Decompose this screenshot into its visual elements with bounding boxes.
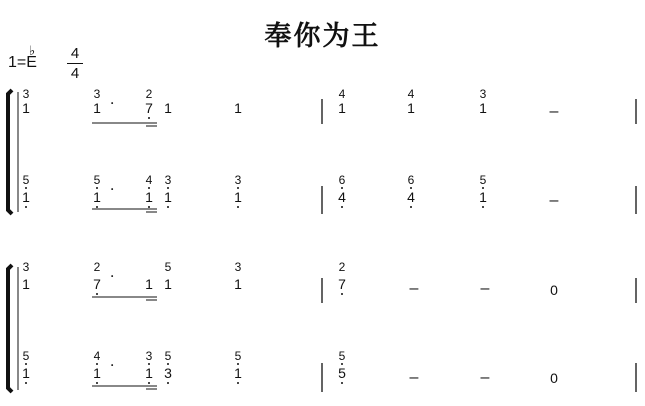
key-tonic: 1 bbox=[8, 54, 17, 71]
dash-symbol: – bbox=[480, 369, 490, 386]
note-digit: 1 bbox=[164, 100, 172, 116]
note-digit: 1 bbox=[145, 276, 153, 292]
note-digit: 1 bbox=[93, 100, 101, 116]
octave-dot bbox=[341, 206, 343, 208]
note-digit: 5 bbox=[234, 349, 242, 363]
octave-dot bbox=[237, 206, 239, 208]
note-digit: 4 bbox=[407, 87, 415, 101]
note-digit: 4 bbox=[338, 87, 346, 101]
note-digit: 2 bbox=[93, 260, 101, 274]
augmentation-dot: ． bbox=[110, 353, 124, 369]
note-digit: 1 bbox=[164, 276, 172, 292]
note-digit: 1 bbox=[479, 189, 487, 205]
note-digit: 3 bbox=[93, 87, 101, 101]
octave-dot bbox=[167, 206, 169, 208]
octave-dot bbox=[237, 382, 239, 384]
note-digit: 2 bbox=[338, 260, 346, 274]
note-digit: 7 bbox=[145, 100, 153, 116]
note-digit: 1 bbox=[234, 189, 242, 205]
note-digit: 3 bbox=[234, 173, 242, 187]
octave-dot bbox=[96, 206, 98, 208]
octave-dot bbox=[148, 382, 150, 384]
note-digit: 4 bbox=[338, 189, 346, 205]
octave-dot bbox=[341, 293, 343, 295]
note-digit: 5 bbox=[164, 260, 172, 274]
note-digit: 3 bbox=[164, 173, 172, 187]
dash-symbol: – bbox=[409, 280, 419, 297]
note-digit: 1 bbox=[234, 365, 242, 381]
flat-symbol: ♭ bbox=[29, 43, 36, 58]
augmentation-dot: ． bbox=[110, 177, 124, 193]
note-digit: 1 bbox=[407, 100, 415, 116]
note-digit: 3 bbox=[234, 260, 242, 274]
octave-dot bbox=[410, 206, 412, 208]
rest-symbol: 0 bbox=[550, 370, 558, 386]
note-digit: 1 bbox=[22, 189, 30, 205]
note-digit: 2 bbox=[145, 87, 153, 101]
score-title: 奉你为王 bbox=[264, 21, 381, 52]
octave-dot bbox=[148, 206, 150, 208]
note-digit: 3 bbox=[22, 260, 30, 274]
time-bottom: 4 bbox=[70, 65, 80, 83]
note-digit: 3 bbox=[479, 87, 487, 101]
system-bracket-2 bbox=[8, 265, 12, 392]
note-digit: 5 bbox=[338, 365, 346, 381]
note-digit: 4 bbox=[145, 173, 153, 187]
system-bracket-1 bbox=[8, 90, 12, 214]
note-digit: 3 bbox=[145, 349, 153, 363]
note-digit: 1 bbox=[22, 100, 30, 116]
note-digit: 1 bbox=[93, 189, 101, 205]
note-digit: 1 bbox=[22, 365, 30, 381]
dash-symbol: – bbox=[549, 103, 559, 120]
dash-symbol: – bbox=[549, 192, 559, 209]
note-digit: 1 bbox=[22, 276, 30, 292]
note-digit: 3 bbox=[22, 87, 30, 101]
note-digit: 5 bbox=[164, 349, 172, 363]
note-digit: 1 bbox=[145, 189, 153, 205]
rest-symbol: 0 bbox=[550, 282, 558, 298]
octave-dot bbox=[167, 382, 169, 384]
key-note: E bbox=[26, 54, 37, 71]
note-digit: 5 bbox=[93, 173, 101, 187]
note-digit: 5 bbox=[22, 173, 30, 187]
note-digit: 6 bbox=[407, 173, 415, 187]
note-digit: 1 bbox=[338, 100, 346, 116]
note-digit: 1 bbox=[145, 365, 153, 381]
note-digit: 6 bbox=[338, 173, 346, 187]
note-digit: 5 bbox=[22, 349, 30, 363]
note-digit: 1 bbox=[93, 365, 101, 381]
octave-dot bbox=[96, 382, 98, 384]
note-digit: 7 bbox=[93, 276, 101, 292]
note-digit: 7 bbox=[338, 276, 346, 292]
note-digit: 5 bbox=[338, 349, 346, 363]
key-eq: = bbox=[16, 54, 27, 71]
note-digit: 4 bbox=[93, 349, 101, 363]
note-digit: 4 bbox=[407, 189, 415, 205]
octave-dot bbox=[25, 382, 27, 384]
dash-symbol: – bbox=[409, 369, 419, 386]
note-digit: 1 bbox=[164, 189, 172, 205]
note-digit: 1 bbox=[479, 100, 487, 116]
note-digit: 1 bbox=[234, 276, 242, 292]
note-digit: 3 bbox=[164, 365, 172, 381]
octave-dot bbox=[482, 206, 484, 208]
dash-symbol: – bbox=[480, 280, 490, 297]
time-top: 4 bbox=[70, 45, 80, 62]
note-digit: 5 bbox=[479, 173, 487, 187]
octave-dot bbox=[96, 293, 98, 295]
note-digit: 1 bbox=[234, 100, 242, 116]
octave-dot bbox=[148, 117, 150, 119]
augmentation-dot: ． bbox=[110, 91, 124, 107]
augmentation-dot: ． bbox=[110, 264, 124, 280]
octave-dot bbox=[25, 206, 27, 208]
octave-dot bbox=[341, 382, 343, 384]
